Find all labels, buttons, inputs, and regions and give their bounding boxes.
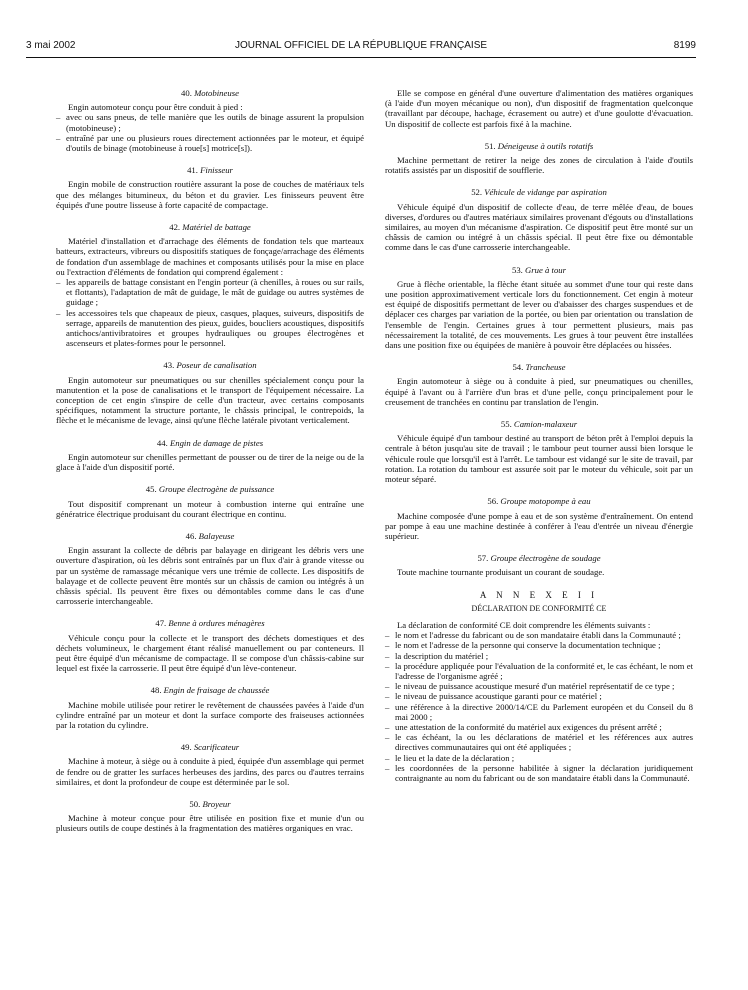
section-name: Benne à ordures ménagères bbox=[168, 618, 265, 629]
section-number: 57. bbox=[477, 553, 489, 564]
right-sections bbox=[385, 141, 693, 578]
section-list bbox=[56, 277, 364, 348]
annex-list-item: – les coordonnées de la personne habilitée à signer la déclaration juridiquement contraignante au nom du fabricant ou de son mandataire établi dans la Communauté. bbox=[385, 763, 693, 783]
annex-intro: La déclaration de conformité CE doit comprendre les éléments suivants : bbox=[397, 619, 651, 630]
list-item: – avec ou sans pneus, de telle manière que les outils de binage assurent la propulsion (motobineuse) ; bbox=[56, 112, 364, 132]
section-title bbox=[385, 419, 693, 429]
section-title bbox=[56, 360, 364, 370]
section-title bbox=[56, 484, 364, 494]
section-number: 56. bbox=[487, 496, 499, 507]
section-43 bbox=[56, 360, 364, 425]
section-paragraph: Machine à moteur, à siège ou à conduite à pied, équipée d'un assemblage qui permet de fendre ou de gratter les surfaces herbeuses des jardins, des parcs ou d'autres terrains similaires, et dont la profondeur de coupe est déterminée par le sol. bbox=[56, 756, 364, 787]
section-53 bbox=[385, 265, 693, 351]
left-column bbox=[56, 88, 364, 846]
section-paragraph: Tout dispositif comprenant un moteur à combustion interne qui entraîne une génératrice électrique produisant du courant électrique en continu. bbox=[56, 498, 364, 519]
section-number: 43. bbox=[163, 360, 175, 371]
section-number: 49. bbox=[180, 742, 192, 753]
header-date: 3 mai 2002 bbox=[26, 40, 76, 51]
section-name: Déneigeuse à outils rotatifs bbox=[497, 140, 594, 151]
section-number: 40. bbox=[181, 88, 192, 98]
section-title bbox=[385, 265, 693, 275]
section-number: 48. bbox=[150, 685, 162, 696]
section-number: 47. bbox=[155, 618, 167, 629]
section-paragraph: Grue à flèche orientable, la flèche étant située au sommet d'une tour qui reste dans une position approximativement verticale lors du fonctionnement. Cet engin à moteur est équipé de dispositifs permettant de lever ou d'abaisser des charges suspendues et de déplacer ces charges par variation de la portée, ou bien par orientation ou translation de l'ensemble de l'engin. Certaines grues à tour permettent plusieurs, mais pas nécessairement la totalité, de ces mouvements. Les grues à tour peuvent être installées dans une position fixe ou équipées de manière à pouvoir être déplacées ou hissées. bbox=[385, 278, 693, 351]
section-40 bbox=[56, 88, 364, 153]
annex-list-item: – le niveau de puissance acoustique garanti pour ce matériel ; bbox=[385, 691, 693, 701]
section-name: Groupe électrogène de soudage bbox=[490, 553, 601, 564]
section-41 bbox=[56, 165, 364, 210]
section-name: Groupe motopompe à eau bbox=[500, 496, 591, 507]
section-name: Engin de fraisage de chaussée bbox=[163, 685, 270, 696]
section-title bbox=[56, 438, 364, 448]
section-56 bbox=[385, 496, 693, 541]
annex-list-item: – une référence à la directive 2000/14/CE du Parlement européen et du Conseil du 8 mai 2000 ; bbox=[385, 702, 693, 722]
section-number: 53. bbox=[511, 264, 523, 275]
right-intro-paragraph: Elle se compose en général d'une ouverture d'alimentation des matières organiques (à l'aide d'un moyen mécanique ou non), d'un dispositif de fragmentation quelconque (travaillant par découpe, hachage, écrasement ou autre) et d'une goulotte d'évacuation. Un dispositif de collecte est parfois fixé à la machine. bbox=[385, 88, 693, 129]
section-number: 54. bbox=[512, 362, 524, 373]
list-item: – les appareils de battage consistant en l'engin porteur (à chenilles, à roues ou sur rails, et flottants), l'adaptation de mât de guidage, le mât de guidage ou autres systèmes de guidage ; bbox=[56, 277, 364, 308]
section-name: Balayeuse bbox=[198, 530, 235, 541]
section-paragraph: Engin automoteur conçu pour être conduit à pied : bbox=[68, 102, 243, 113]
section-44 bbox=[56, 438, 364, 473]
annex-list-item: – la procédure appliquée pour l'évaluation de la conformité et, le cas échéant, le nom et l'adresse de l'organisme agréé ; bbox=[385, 661, 693, 681]
section-number: 45. bbox=[145, 484, 157, 495]
section-number: 46. bbox=[185, 530, 197, 541]
section-title bbox=[385, 141, 693, 151]
section-name: Poseur de canalisation bbox=[176, 360, 257, 371]
section-paragraph: Machine permettant de retirer la neige des zones de circulation à l'aide d'outils rotatifs assistés par un dispositif de soufflerie. bbox=[385, 155, 693, 176]
section-paragraph: Matériel d'installation et d'arrachage des éléments de fondation tels que marteaux batteurs, extracteurs, vibreurs ou dispositifs statiques de fonçage/arrachage des éléments de fondation d'un assemblage de machines et composants utilisés pour la mise en place ou l'extraction d'éléments de fondation qui comprend également : bbox=[56, 236, 364, 277]
section-number: 50. bbox=[189, 798, 201, 809]
section-title bbox=[385, 187, 693, 197]
section-paragraph: Engin automoteur sur pneumatiques ou sur chenilles spécialement conçu pour la manutention et la pose de canalisations et le transport de l'équipement nécessaire. La conception de cet engin s'inspire de celle d'un tracteur, avec certains composants spécifiques, notamment la structure portante, le châssis principal, le contrepoids, la flèche et le mécanisme de levage, ainsi qu'une flèche latérale pivotant verticalement. bbox=[56, 374, 364, 426]
annex-ii bbox=[385, 590, 693, 784]
section-47 bbox=[56, 618, 364, 673]
section-title bbox=[385, 553, 693, 563]
list-item: – les accessoires tels que chapeaux de pieux, casques, plaques, suiveurs, dispositifs de serrage, appareils de manutention des pieux, guides, boucliers acoustiques, dispositifs antichocs/antivibratoires et groupes hydrauliques ou groupes électrogènes et ascenseurs et plates-formes pour le personnel. bbox=[56, 308, 364, 349]
section-number: 52. bbox=[471, 187, 483, 198]
section-paragraph: Machine mobile utilisée pour retirer le revêtement de chaussées pavées à l'aide d'un cylindre entraîné par un moteur et dont la surface comporte des fraiseuses actionnées par la rotation du cylindre. bbox=[56, 699, 364, 730]
section-title bbox=[385, 362, 693, 372]
section-title bbox=[385, 496, 693, 506]
section-name: Grue à tour bbox=[525, 264, 567, 275]
annex-list-item: – une attestation de la conformité du matériel aux exigences du présent arrêté ; bbox=[385, 722, 693, 732]
section-paragraph: Véhicule équipé d'un tambour destiné au transport de béton prêt à l'emploi depuis la centrale à béton jusqu'au site de travail ; le tambour peut tourner aussi bien lorsque le véhicule roule que lorsqu'il est à l'arrêt. Le tambour est vidangé sur le site de travail, par rotation. La rotation du tambour est assurée soit par le moteur du véhicule, soit par un moteur séparé. bbox=[385, 433, 693, 485]
section-name: Camion-malaxeur bbox=[513, 419, 578, 430]
section-paragraph: Engin mobile de construction routière assurant la pose de couches de matériaux tels que des mélanges bitumineux, du béton et du gravier. Les finisseurs peuvent être équipés d'une poutre lisseuse à forte capacité de compactage. bbox=[56, 179, 364, 210]
section-paragraph: Véhicule équipé d'un dispositif de collecte d'eau, de terre mêlée d'eau, de boues diverses, d'ordures ou d'autres matériaux similaires provenant d'égouts ou d'installations similaires, au moyen d'un mécanisme d'aspiration. Ce dispositif peut être monté sur un châssis de camion ou intégré à un châssis spécial. Il peut être fixe ou démontable comme dans le cas d'une carrosserie interchangeable. bbox=[385, 201, 693, 253]
section-paragraph: Véhicule conçu pour la collecte et le transport des déchets domestiques et des déchets volumineux, le chargement étant réalisé manuellement ou par conteneurs. Il peut être équipé d'un mécanisme de compactage. Il se compose d'un châssis-cabine sur lequel est fixée la carrosserie. Il peut être équipé d'un lève-conteneur. bbox=[56, 632, 364, 674]
section-name: Véhicule de vidange par aspiration bbox=[484, 187, 607, 198]
section-number: 41. bbox=[187, 165, 198, 176]
section-paragraph: Engin automoteur à siège ou à conduite à pied, sur pneumatiques ou chenilles, équipé à l'avant ou à l'arrière d'un bras et d'une pelle, conçu principalement pour le creusement de tranchées en continu par translation de l'engin. bbox=[385, 376, 693, 407]
annex-title: A N N E X E I I bbox=[479, 589, 599, 600]
section-52 bbox=[385, 187, 693, 252]
section-name: Motobineuse bbox=[194, 88, 239, 98]
section-paragraph: Engin assurant la collecte de débris par balayage en dirigeant les débris vers une ouverture d'aspiration, où les débris sont entraînés par un flux d'air à grande vitesse ou par un système de ramassage mécanique vers une trémie de collecte. Les dispositifs de balayage et de collecte peuvent être montés sur un châssis de camion ou intégrés à un châssis spécial. Ils peuvent être fixes ou démontables comme dans le cas d'une carrosserie interchangeable. bbox=[56, 545, 364, 607]
right-intro-section bbox=[385, 88, 693, 129]
section-name: Finisseur bbox=[200, 165, 233, 176]
section-name: Broyeur bbox=[202, 798, 231, 809]
annex-list bbox=[385, 630, 693, 783]
section-51 bbox=[385, 141, 693, 176]
annex-list-item: – la description du matériel ; bbox=[385, 651, 693, 661]
section-name: Matériel de battage bbox=[182, 222, 251, 233]
list-item: – entraîné par une ou plusieurs roues directement actionnées par le moteur, et équipé d'outils de binage (motobineuse à roue[s] motrice[s]). bbox=[56, 133, 364, 153]
section-50 bbox=[56, 799, 364, 834]
section-57 bbox=[385, 553, 693, 577]
annex-list-item: – le cas échéant, la ou les déclarations de matériel et les références aux autres directives communautaires qui ont été appliquées ; bbox=[385, 732, 693, 752]
section-54 bbox=[385, 362, 693, 407]
section-title bbox=[56, 685, 364, 695]
section-name: Engin de damage de pistes bbox=[169, 437, 264, 448]
page-header bbox=[26, 40, 696, 54]
section-paragraph: Engin automoteur sur chenilles permettant de pousser ou de tirer de la neige ou de la glace à l'aide d'un dispositif porté. bbox=[56, 451, 364, 473]
section-name: Scarificateur bbox=[193, 742, 240, 753]
annex-subtitle: DÉCLARATION DE CONFORMITÉ CE bbox=[471, 603, 607, 613]
annex-list-item: – le nom et l'adresse de la personne qui conserve la documentation technique ; bbox=[385, 640, 693, 650]
annex-list-item: – le lieu et la date de la déclaration ; bbox=[385, 753, 693, 763]
header-journal-title: JOURNAL OFFICIEL DE LA RÉPUBLIQUE FRANÇAISE bbox=[234, 40, 488, 51]
section-paragraph: Machine à moteur conçue pour être utilisée en position fixe et munie d'un ou plusieurs outils de coupe destinés à la fragmentation des matières organiques en vrac. bbox=[56, 813, 364, 834]
section-45 bbox=[56, 484, 364, 519]
section-title bbox=[56, 531, 364, 541]
section-number: 51. bbox=[484, 140, 496, 151]
section-name: Trancheuse bbox=[525, 362, 566, 373]
annex-list-item: – le nom et l'adresse du fabricant ou de son mandataire établi dans la Communauté ; bbox=[385, 630, 693, 640]
section-name: Groupe électrogène de puissance bbox=[158, 484, 275, 495]
section-title bbox=[56, 742, 364, 752]
section-48 bbox=[56, 685, 364, 730]
section-46 bbox=[56, 531, 364, 606]
section-number: 42. bbox=[169, 222, 181, 233]
section-paragraph: Toute machine tournante produisant un courant de soudage. bbox=[397, 567, 605, 578]
section-49 bbox=[56, 742, 364, 787]
section-number: 55. bbox=[500, 419, 512, 430]
right-column bbox=[385, 88, 693, 795]
section-list bbox=[56, 112, 364, 153]
section-title bbox=[56, 88, 364, 98]
section-42 bbox=[56, 222, 364, 348]
section-paragraph: Machine composée d'une pompe à eau et de son système d'entraînement. On entend par pompe à eau une machine destinée à conférer à l'eau d'entrée un niveau d'énergie supérieur. bbox=[385, 510, 693, 541]
section-title bbox=[56, 799, 364, 809]
section-title bbox=[56, 165, 364, 175]
section-number: 44. bbox=[156, 437, 168, 448]
section-title bbox=[56, 222, 364, 232]
annex-list-item: – le niveau de puissance acoustique mesuré d'un matériel représentatif de ce type ; bbox=[385, 681, 693, 691]
header-page-number: 8199 bbox=[673, 40, 696, 51]
section-55 bbox=[385, 419, 693, 484]
header-rule bbox=[26, 57, 696, 58]
section-title bbox=[56, 618, 364, 628]
